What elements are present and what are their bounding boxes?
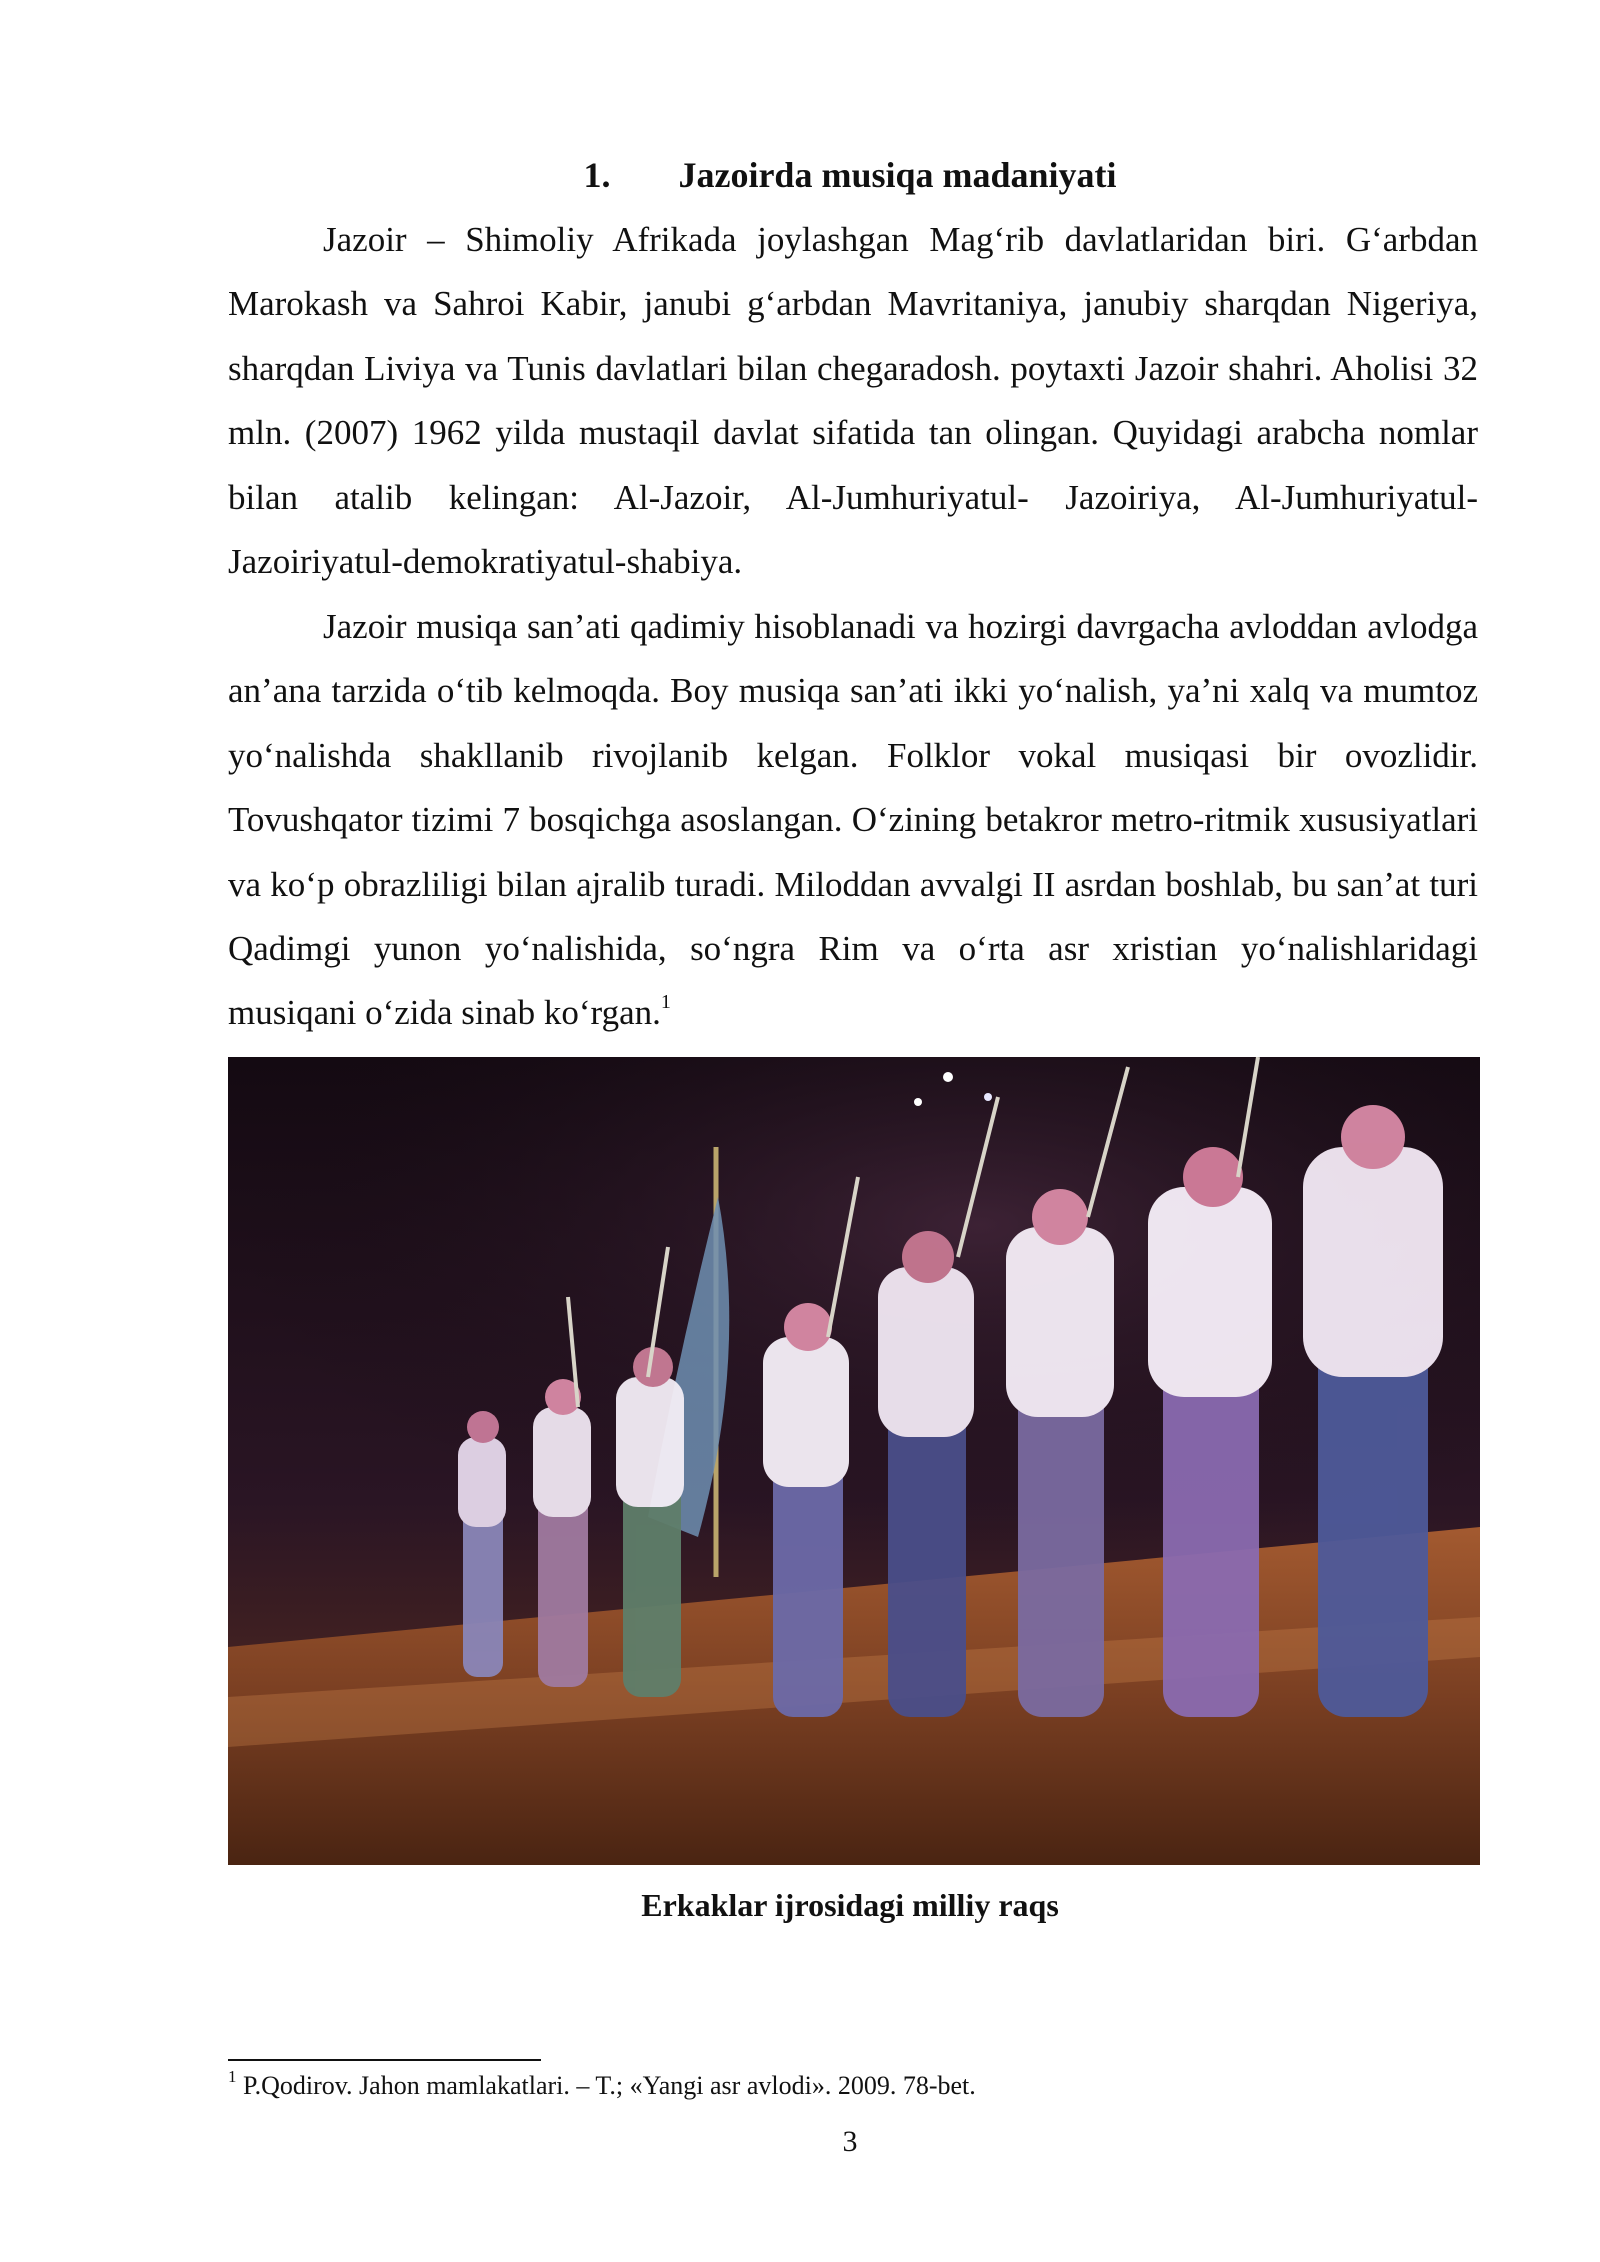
section-title: Jazoirda musiqa madaniyati bbox=[678, 155, 1117, 195]
figure-caption: Erkaklar ijrosidagi milliy raqs bbox=[641, 1887, 1059, 1923]
footnote-marker: 1 bbox=[228, 2067, 237, 2086]
dance-photo bbox=[228, 1057, 1480, 1865]
footnote-separator bbox=[228, 2059, 541, 2061]
page-number: 3 bbox=[842, 2125, 858, 2158]
footnote-reference[interactable]: 1 bbox=[660, 991, 671, 1014]
paragraph-2-text: Jazoir musiqa san’ati qadimiy hisoblanadi va hozirgi davrgacha avloddan avlodga an’ana tarzida o‘tib kelmoqda. Boy musiqa san’ati ikki yo‘nalish, ya’ni xalq va mumtoz yo‘nalishda shakllanib rivojlanib kelgan. Folklor vokal musiqasi bir ovozlidir. Tovushqator tizimi 7 bosqichga asoslangan. O‘zining betakror metro-ritmik xususiyatlari va ko‘p obrazliligi bilan ajralib turadi. Miloddan avvalgi II asrdan boshlab, bu san’at turi Qadimgi yunon yo‘nalishida, so‘ngra Rim va o‘rta asr xristian yo‘nalishlaridagi musiqani o‘zida sinab ko‘rgan. bbox=[228, 607, 1478, 1033]
section-number: 1. bbox=[583, 155, 611, 195]
footnote-text: P.Qodirov. Jahon mamlakatlari. – T.; «Yangi asr avlodi». 2009. 78-bet. bbox=[243, 2071, 976, 2100]
paragraph-1-text: Jazoir – Shimoliy Afrikada joylashgan Mag‘rib davlatlaridan biri. G‘arbdan Marokash va Sahroi Kabir, janubi g‘arbdan Mavritaniya, janubiy sharqdan Nigeriya, sharqdan Liviya va Tunis davlatlari bilan chegaradosh. poytaxti Jazoir shahri. Aholisi 32 mln. (2007) 1962 yilda mustaqil davlat sifatida tan olingan. Quyidagi arabcha nomlar bilan atalib kelingan: Al-Jazoir, Al-Jumhuriyatul- Jazoiriya, Al-Jumhuriyatul-Jazoiriyatul-demokratiyatul-shabiya. bbox=[228, 220, 1478, 582]
paragraph-2 bbox=[228, 595, 1478, 1046]
paragraph-1 bbox=[228, 208, 1478, 594]
section-heading bbox=[0, 150, 1600, 200]
dance-photo-illustration bbox=[228, 1057, 1480, 1865]
footnote bbox=[228, 2068, 976, 2104]
